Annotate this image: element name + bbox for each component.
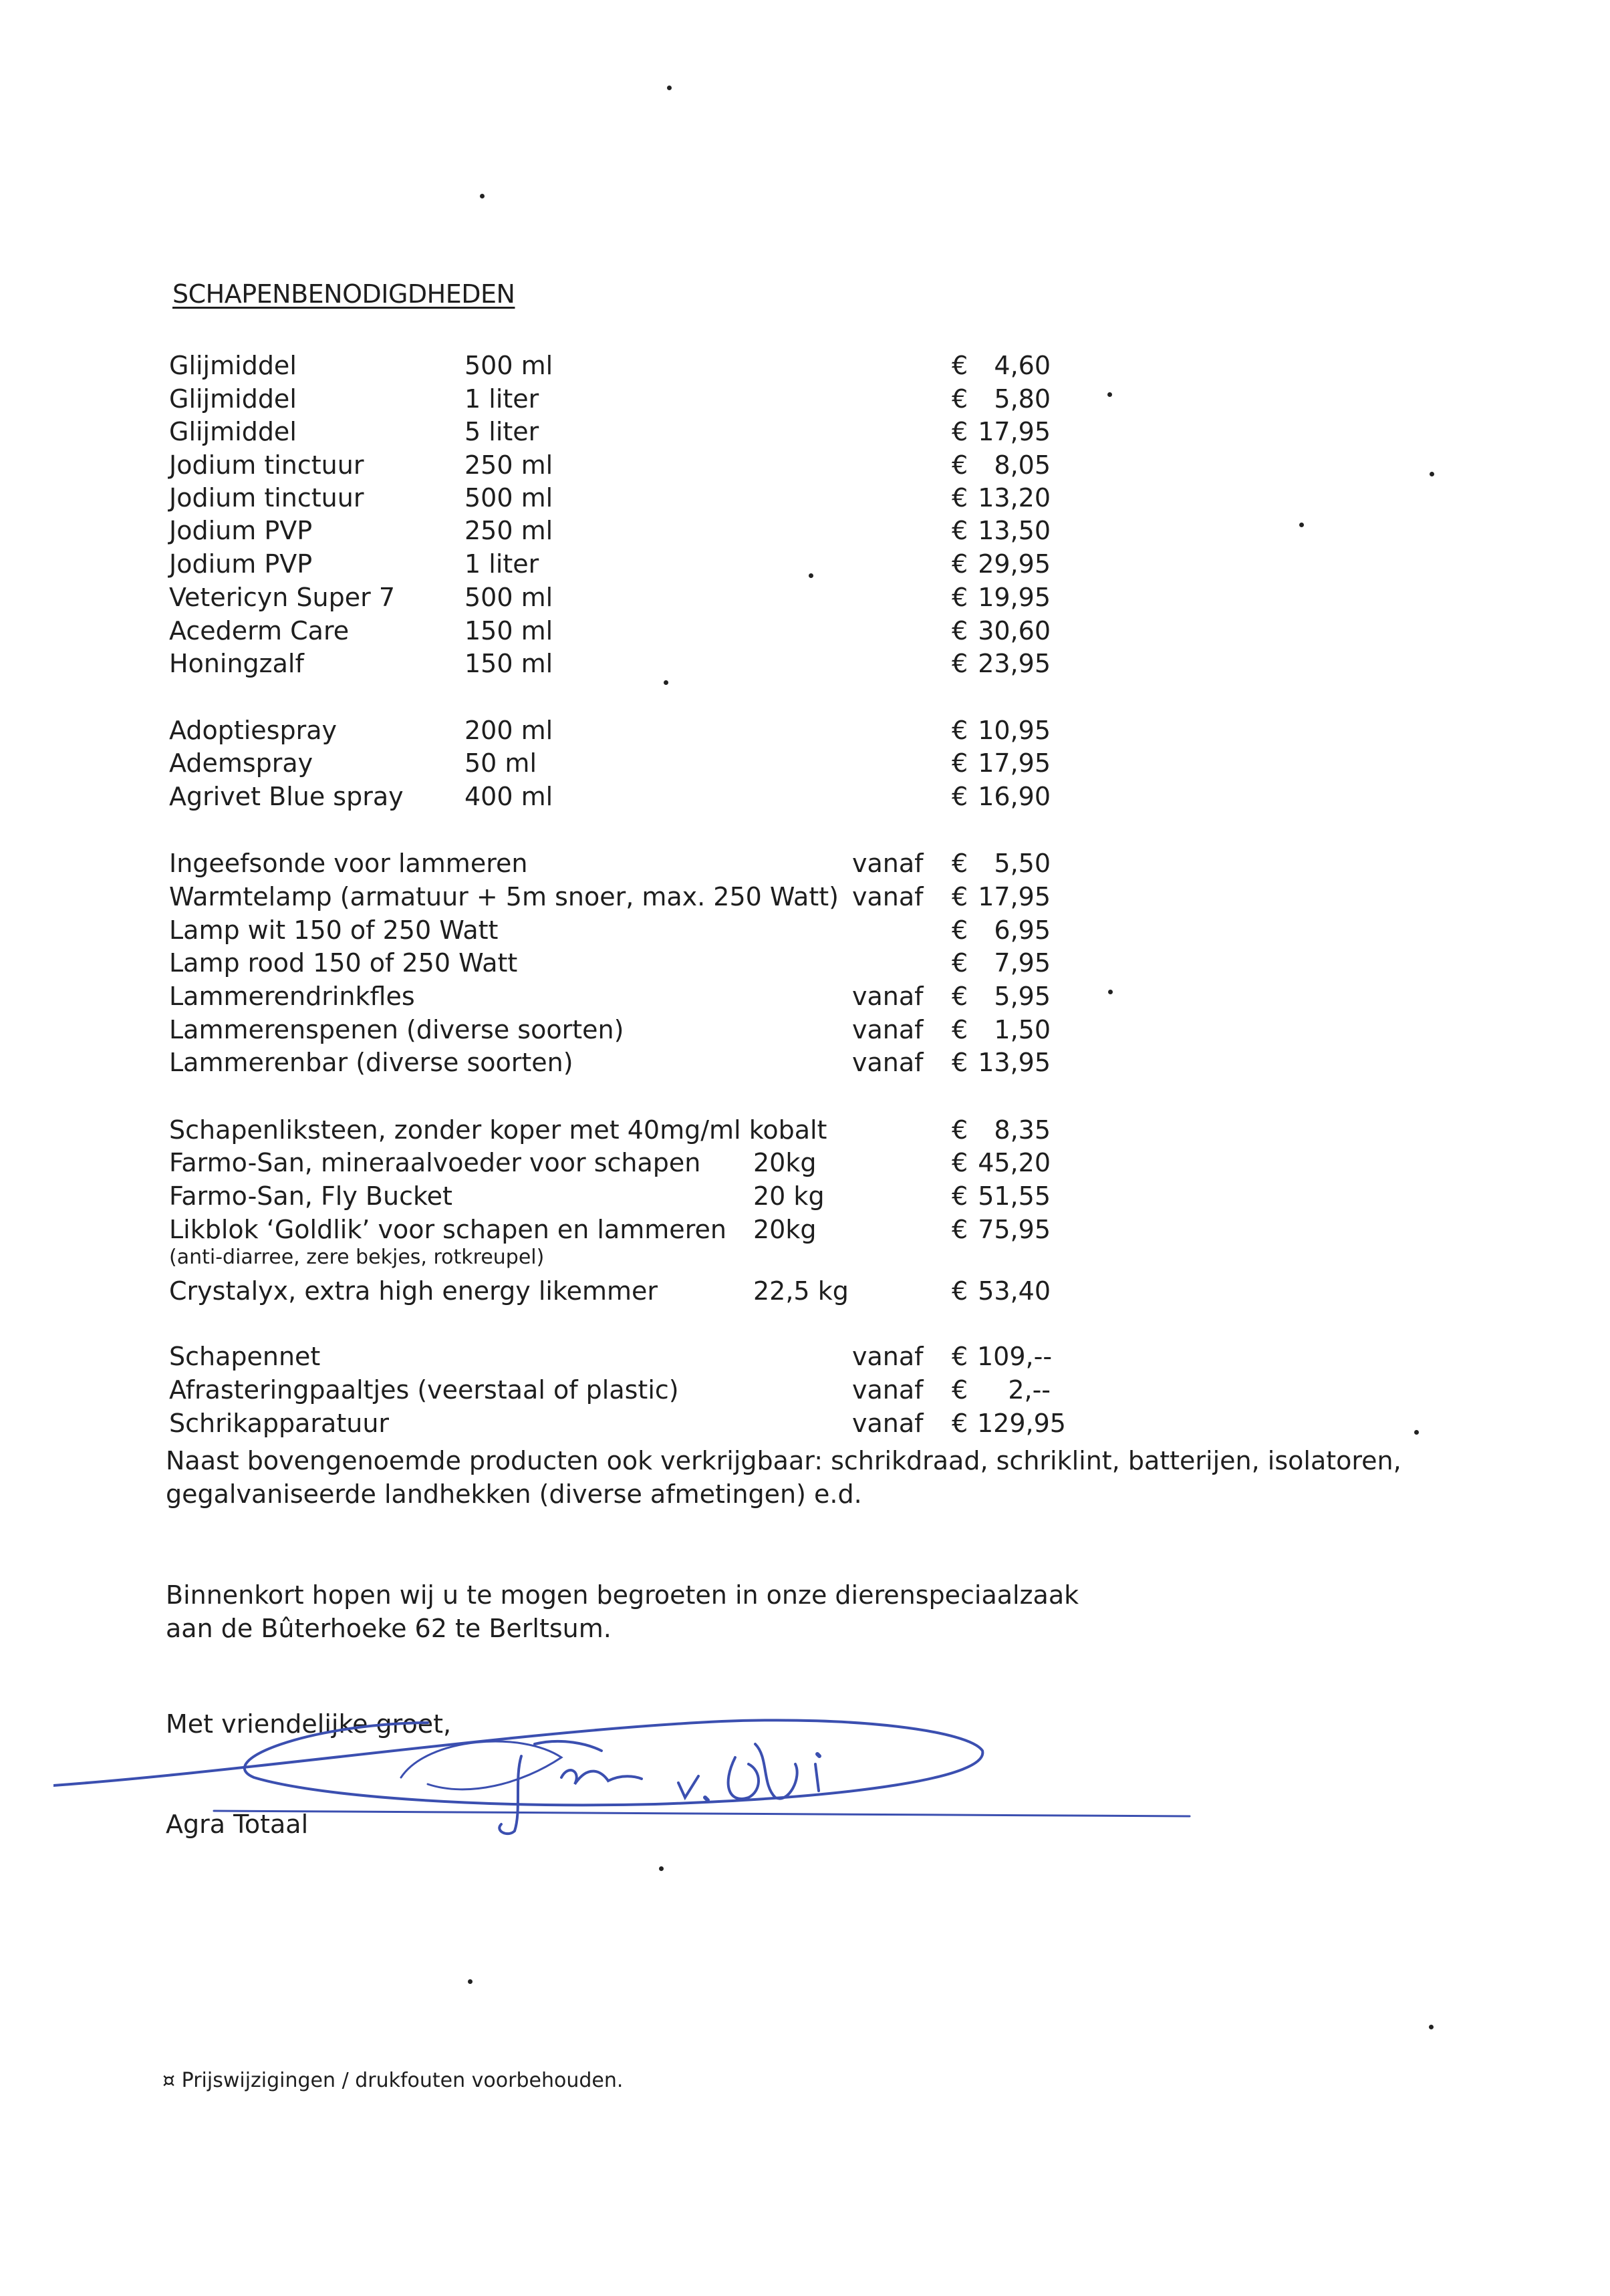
- price-row: [0, 649, 1610, 682]
- scan-speck: [664, 680, 668, 685]
- currency-symbol: €: [952, 549, 968, 579]
- scan-speck: [659, 1866, 664, 1871]
- product-name: Lamp rood 150 of 250 Watt: [169, 948, 518, 978]
- footer-text: Prijswijzigingen / drukfouten voorbehouden.: [181, 2069, 624, 2092]
- currency-symbol: €: [952, 450, 968, 480]
- product-name: Glijmiddel: [169, 384, 297, 414]
- price-row: [0, 982, 1610, 1015]
- currency-symbol: €: [952, 649, 968, 678]
- price-row: [0, 948, 1610, 982]
- price-amount: 51,55: [978, 1181, 1051, 1211]
- price-row: [0, 1375, 1610, 1409]
- price-row: [0, 1215, 1610, 1248]
- product-size: 250 ml: [464, 450, 553, 480]
- price-row: [0, 450, 1610, 484]
- price-amount: 8,05: [994, 450, 1051, 480]
- currency-symbol: €: [952, 1048, 968, 1077]
- page-heading: SCHAPENBENODIGDHEDEN: [172, 279, 515, 309]
- greeting: Met vriendelijke groet,: [166, 1709, 452, 1739]
- product-name: Lammerenbar (diverse soorten): [169, 1048, 573, 1077]
- product-name: Lammerendrinkfles: [169, 982, 415, 1011]
- price-row: [0, 417, 1610, 450]
- price-amount: 10,95: [978, 716, 1051, 745]
- currency-symbol: €: [952, 1276, 968, 1306]
- closing-line-1: Binnenkort hopen wij u te mogen begroeten in onze dierenspeciaalzaak: [166, 1580, 1079, 1610]
- scan-speck: [1430, 472, 1434, 476]
- price-row: [0, 748, 1610, 782]
- currency-symbol: €: [952, 882, 968, 911]
- price-amount: 5,50: [994, 849, 1051, 878]
- product-name: Ingeefsonde voor lammeren: [169, 849, 528, 878]
- footer-disclaimer: [162, 2069, 623, 2092]
- product-size: 1 liter: [464, 549, 539, 579]
- price-row: [0, 549, 1610, 583]
- product-name: Likblok ‘Goldlik’ voor schapen en lammeren: [169, 1215, 726, 1244]
- product-size: 20kg: [753, 1148, 817, 1177]
- currency-symbol: €: [952, 948, 968, 978]
- currency-symbol: €: [952, 384, 968, 414]
- price-amount: 13,95: [978, 1048, 1051, 1077]
- price-row: [0, 351, 1610, 384]
- product-size: 500 ml: [464, 483, 553, 513]
- price-amount: 17,95: [978, 882, 1051, 911]
- vanaf-label: vanaf: [852, 982, 924, 1011]
- price-amount: 30,60: [978, 616, 1051, 645]
- price-row: [0, 1409, 1610, 1442]
- extra-products-line-2: gegalvaniseerde landhekken (diverse afmetingen) e.d.: [166, 1479, 862, 1509]
- price-amount: 5,80: [994, 384, 1051, 414]
- product-name: Lammerenspenen (diverse soorten): [169, 1015, 624, 1044]
- price-amount: 129,95: [977, 1409, 1066, 1438]
- price-row: [0, 1115, 1610, 1149]
- price-amount: 1,50: [994, 1015, 1051, 1044]
- scan-speck: [1414, 1430, 1419, 1435]
- vanaf-label: vanaf: [852, 1048, 924, 1077]
- price-amount: 8,35: [994, 1115, 1051, 1145]
- scan-speck: [667, 86, 672, 90]
- currency-symbol: €: [952, 1215, 968, 1244]
- product-name: Honingzalf: [169, 649, 304, 678]
- product-name: Jodium tinctuur: [169, 450, 364, 480]
- price-row: [0, 782, 1610, 815]
- price-row: [0, 882, 1610, 915]
- price-row: [0, 1015, 1610, 1048]
- vanaf-label: vanaf: [852, 1409, 924, 1438]
- product-name: Acederm Care: [169, 616, 350, 645]
- price-row: [0, 1181, 1610, 1215]
- currency-symbol: €: [952, 1375, 968, 1405]
- product-name: Warmtelamp (armatuur + 5m snoer, max. 250 Watt): [169, 882, 839, 911]
- scan-speck: [480, 194, 485, 198]
- product-name: Glijmiddel: [169, 417, 297, 446]
- product-name: Lamp wit 150 of 250 Watt: [169, 915, 499, 945]
- price-row: [0, 516, 1610, 549]
- handwritten-signature: [53, 1697, 1203, 1851]
- price-amount: 13,50: [978, 516, 1051, 545]
- currency-symbol: €: [952, 748, 968, 778]
- vanaf-label: vanaf: [852, 1015, 924, 1044]
- product-name: Agrivet Blue spray: [169, 782, 404, 811]
- scan-speck: [468, 1979, 473, 1984]
- price-row: [0, 915, 1610, 949]
- price-amount: 45,20: [978, 1148, 1051, 1177]
- price-amount: 7,95: [994, 948, 1051, 978]
- product-size: 1 liter: [464, 384, 539, 414]
- product-name: Farmo-San, Fly Bucket: [169, 1181, 452, 1211]
- price-row: [0, 1276, 1610, 1310]
- scan-speck: [1429, 2025, 1434, 2029]
- price-row: [0, 1048, 1610, 1081]
- vanaf-label: vanaf: [852, 1375, 924, 1405]
- product-size: 150 ml: [464, 616, 553, 645]
- footer-mark: ¤: [162, 2069, 176, 2092]
- price-amount: 29,95: [978, 549, 1051, 579]
- currency-symbol: €: [952, 982, 968, 1011]
- currency-symbol: €: [952, 1115, 968, 1145]
- currency-symbol: €: [952, 616, 968, 645]
- price-row: [0, 1148, 1610, 1181]
- price-row: [0, 583, 1610, 616]
- price-amount: 75,95: [978, 1215, 1051, 1244]
- scan-speck: [1108, 990, 1113, 994]
- currency-symbol: €: [952, 351, 968, 380]
- currency-symbol: €: [952, 583, 968, 612]
- currency-symbol: €: [952, 417, 968, 446]
- price-amount: 17,95: [978, 748, 1051, 778]
- price-row: [0, 616, 1610, 650]
- price-row: [0, 1342, 1610, 1375]
- product-name: Vetericyn Super 7: [169, 583, 396, 612]
- product-size: 50 ml: [464, 748, 537, 778]
- currency-symbol: €: [952, 1342, 968, 1371]
- product-size: 500 ml: [464, 351, 553, 380]
- vanaf-label: vanaf: [852, 1342, 924, 1371]
- product-size: 5 liter: [464, 417, 539, 446]
- likblok-note: (anti-diarree, zere bekjes, rotkreupel): [169, 1246, 545, 1269]
- currency-symbol: €: [952, 716, 968, 745]
- product-name: Crystalyx, extra high energy likemmer: [169, 1276, 658, 1306]
- vanaf-label: vanaf: [852, 882, 924, 911]
- product-name: Schapenliksteen, zonder koper met 40mg/ml kobalt: [169, 1115, 827, 1145]
- product-name: Schrikapparatuur: [169, 1409, 390, 1438]
- product-name: Jodium tinctuur: [169, 483, 364, 513]
- price-amount: 53,40: [978, 1276, 1051, 1306]
- product-name: Glijmiddel: [169, 351, 297, 380]
- product-name: Ademspray: [169, 748, 313, 778]
- currency-symbol: €: [952, 1409, 968, 1438]
- price-amount: 6,95: [994, 915, 1051, 945]
- scan-speck: [809, 573, 813, 578]
- currency-symbol: €: [952, 1181, 968, 1211]
- product-size: 400 ml: [464, 782, 553, 811]
- closing-line-2: aan de Bûterhoeke 62 te Berltsum.: [166, 1614, 612, 1643]
- price-amount: 23,95: [978, 649, 1051, 678]
- price-row: [0, 483, 1610, 517]
- product-name: Schapennet: [169, 1342, 321, 1371]
- price-row: [0, 849, 1610, 882]
- price-row: [0, 716, 1610, 749]
- currency-symbol: €: [952, 483, 968, 513]
- currency-symbol: €: [952, 782, 968, 811]
- price-amount: 4,60: [994, 351, 1051, 380]
- product-size: 500 ml: [464, 583, 553, 612]
- price-amount: 13,20: [978, 483, 1051, 513]
- price-amount: 17,95: [978, 417, 1051, 446]
- product-name: Afrasteringpaaltjes (veerstaal of plastic): [169, 1375, 679, 1405]
- product-name: Adoptiespray: [169, 716, 337, 745]
- currency-symbol: €: [952, 915, 968, 945]
- product-name: Farmo-San, mineraalvoeder voor schapen: [169, 1148, 701, 1177]
- price-amount: 16,90: [978, 782, 1051, 811]
- product-name: Jodium PVP: [169, 549, 313, 579]
- price-amount: 19,95: [978, 583, 1051, 612]
- product-size: 250 ml: [464, 516, 553, 545]
- currency-symbol: €: [952, 516, 968, 545]
- product-size: 22,5 kg: [753, 1276, 849, 1306]
- product-size: 20kg: [753, 1215, 817, 1244]
- product-size: 200 ml: [464, 716, 553, 745]
- price-amount: 2,--: [1008, 1375, 1051, 1405]
- product-name: Jodium PVP: [169, 516, 313, 545]
- price-amount: 5,95: [994, 982, 1051, 1011]
- price-row: [0, 384, 1610, 418]
- currency-symbol: €: [952, 849, 968, 878]
- currency-symbol: €: [952, 1015, 968, 1044]
- scan-speck: [1299, 523, 1304, 527]
- product-size: 150 ml: [464, 649, 553, 678]
- product-size: 20 kg: [753, 1181, 825, 1211]
- vanaf-label: vanaf: [852, 849, 924, 878]
- price-amount: 109,--: [977, 1342, 1053, 1371]
- extra-products-line-1: Naast bovengenoemde producten ook verkrijgbaar: schrikdraad, schriklint, batterijen, isolatoren,: [166, 1446, 1401, 1475]
- scan-speck: [1107, 392, 1112, 397]
- sender-name: Agra Totaal: [166, 1810, 309, 1839]
- currency-symbol: €: [952, 1148, 968, 1177]
